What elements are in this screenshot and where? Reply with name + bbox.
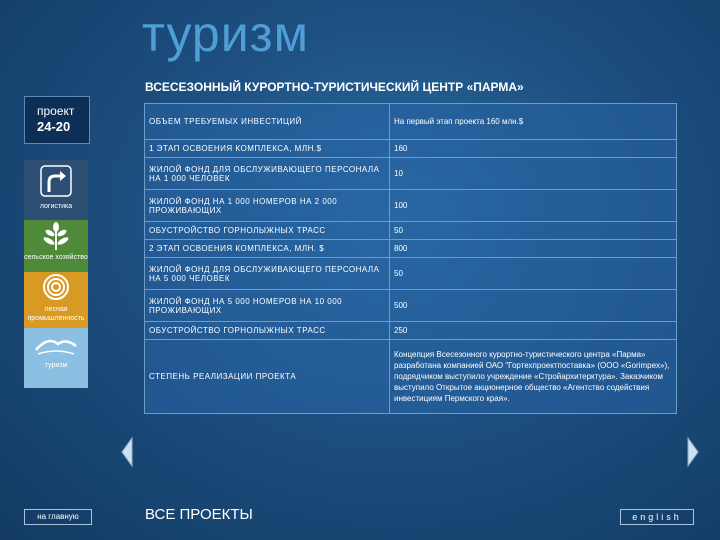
sidebar-item-label: сельское хозяйство (24, 254, 88, 261)
table-row (145, 322, 677, 340)
home-button[interactable]: на главную (24, 509, 92, 525)
row-value: 500 (390, 290, 677, 322)
table-row (145, 340, 677, 414)
row-value: 100 (390, 190, 677, 222)
prev-arrow-icon[interactable] (120, 436, 134, 468)
sidebar-item-label: логистика (39, 203, 73, 210)
row-key: ОБЪЕМ ТРЕБУЕМЫХ ИНВЕСТИЦИЙ (145, 104, 390, 140)
row-value: 250 (390, 322, 677, 340)
all-projects-link[interactable]: ВСЕ ПРОЕКТЫ (145, 506, 253, 523)
english-button[interactable]: english (620, 509, 694, 525)
table-row (145, 240, 677, 258)
project-number-box (24, 96, 90, 144)
mountains-icon (24, 328, 88, 360)
row-value: Концепция Всесезонного курортно-туристического центра «Парма» разработана компанией ОАО "Гортехпроектпоставка» (ООО «Gorimpex»), подрядчиком выступило учреждение «Стройархитерктура». Заказчиком выступило Открытое акционерное общество «Агентство содействия инвестициям Пермского края». (390, 340, 677, 414)
project-subtitle: ВСЕСЕЗОННЫЙ КУРОРТНО-ТУРИСТИЧЕСКИЙ ЦЕНТР «ПАРМА» (145, 80, 524, 94)
table-row (145, 104, 677, 140)
page-title: туризм (142, 6, 309, 62)
row-key: 1 ЭТАП ОСВОЕНИЯ КОМПЛЕКСА, МЛН.$ (145, 140, 390, 158)
table-row (145, 290, 677, 322)
row-key: 2 ЭТАП ОСВОЕНИЯ КОМПЛЕКСА, МЛН. $ (145, 240, 390, 258)
row-key: ЖИЛОЙ ФОНД ДЛЯ ОБСЛУЖИВАЮЩЕГО ПЕРСОНАЛА НА 1 000 ЧЕЛОВЕК (145, 158, 390, 190)
row-key: ЖИЛОЙ ФОНД ДЛЯ ОБСЛУЖИВАЮЩЕГО ПЕРСОНАЛА НА 5 000 ЧЕЛОВЕК (145, 258, 390, 290)
row-key: ОБУСТРОЙСТВО ГОРНОЛЫЖНЫХ ТРАСС (145, 222, 390, 240)
sidebar-item-label: туризм (44, 362, 68, 369)
project-code: 24-20 (37, 119, 71, 134)
row-key: ЖИЛОЙ ФОНД НА 1 000 НОМЕРОВ НА 2 000 ПРОЖИВАЮЩИХ (145, 190, 390, 222)
sidebar-item-forestry[interactable] (24, 272, 88, 332)
row-value: 160 (390, 140, 677, 158)
table-row (145, 222, 677, 240)
row-key: ЖИЛОЙ ФОНД НА 5 000 НОМЕРОВ НА 10 000 ПРОЖИВАЮЩИХ (145, 290, 390, 322)
tree-rings-icon (24, 272, 88, 304)
sidebar-item-tourism[interactable] (24, 328, 88, 388)
row-value: 50 (390, 222, 677, 240)
plant-icon (24, 220, 88, 252)
investment-table (144, 103, 677, 414)
row-key: СТЕПЕНЬ РЕАЛИЗАЦИИ ПРОЕКТА (145, 340, 390, 414)
arrow-turn-icon (24, 160, 88, 202)
table-row (145, 258, 677, 290)
next-arrow-icon[interactable] (686, 436, 700, 468)
project-label: проект (37, 104, 75, 118)
row-value: 10 (390, 158, 677, 190)
row-value: 800 (390, 240, 677, 258)
table-row (145, 190, 677, 222)
row-key: ОБУСТРОЙСТВО ГОРНОЛЫЖНЫХ ТРАСС (145, 322, 390, 340)
table-row (145, 140, 677, 158)
row-value: На первый этап проекта 160 млн.$ (390, 104, 677, 140)
row-value: 50 (390, 258, 677, 290)
sidebar-item-label: лесная промышленность (27, 306, 85, 322)
sidebar-item-agriculture[interactable] (24, 220, 88, 280)
sidebar-item-logistics[interactable] (24, 160, 88, 220)
table-row (145, 158, 677, 190)
